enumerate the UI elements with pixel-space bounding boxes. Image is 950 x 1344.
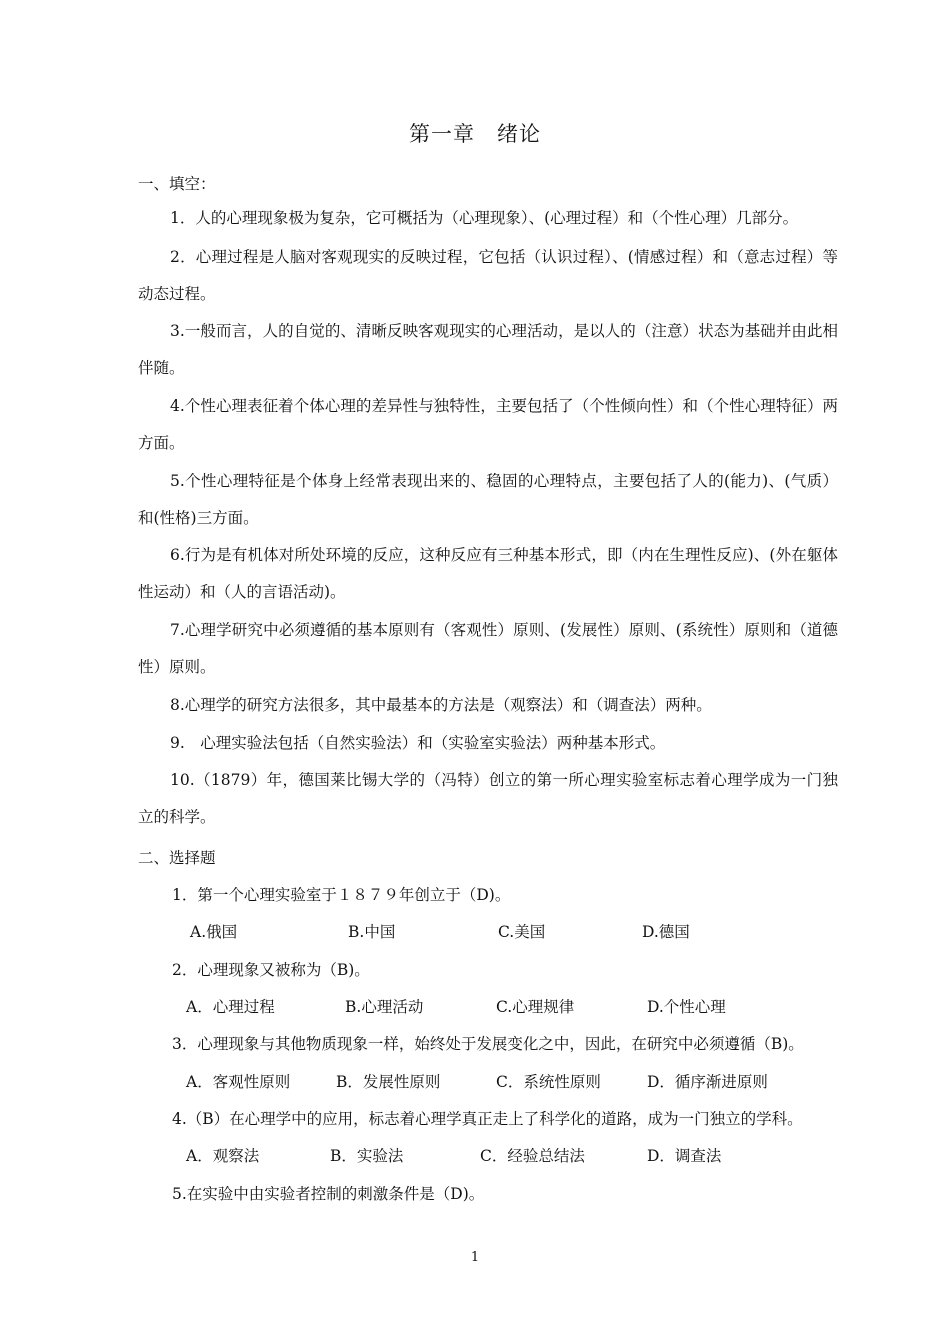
fill-item: 8.心理学的研究方法很多，其中最基本的方法是（观察法）和（调查法）两种。 bbox=[170, 696, 712, 714]
option: A．客观性原则 bbox=[186, 1073, 291, 1091]
option: D．调查法 bbox=[647, 1147, 722, 1165]
fill-item: 10.（1879）年，德国莱比锡大学的（冯特）创立的第一所心理实验室标志着心理学成为一门独立的科学。 bbox=[138, 771, 838, 826]
question: 1．第一个心理实验室于１８７９年创立于（D)。 bbox=[172, 886, 511, 904]
option: D.德国 bbox=[642, 923, 690, 941]
option: B.中国 bbox=[348, 923, 396, 941]
fill-item: 4.个性心理表征着个体心理的差异性与独特性，主要包括了（个性倾向性）和（个性心理特征）两方面。 bbox=[138, 397, 838, 452]
fill-item: 9. 心理实验法包括（自然实验法）和（实验室实验法）两种基本形式。 bbox=[170, 734, 666, 752]
fill-item: 3.一般而言，人的自觉的、清晰反映客观现实的心理活动，是以人的（注意）状态为基础并由此相伴随。 bbox=[138, 322, 838, 377]
section-heading-choice: 二、选择题 bbox=[138, 849, 216, 867]
option: D.个性心理 bbox=[647, 998, 726, 1016]
question: 2．心理现象又被称为（B)。 bbox=[172, 961, 370, 979]
question: 4.（B）在心理学中的应用，标志着心理学真正走上了科学化的道路，成为一门独立的学科。 bbox=[172, 1110, 803, 1128]
option: A．观察法 bbox=[186, 1147, 260, 1165]
option: B.心理活动 bbox=[345, 998, 424, 1016]
page-number: 1 bbox=[470, 1250, 480, 1265]
fill-item: 7.心理学研究中必须遵循的基本原则有（客观性）原则、(发展性）原则、(系统性）原则和（道德性）原则。 bbox=[138, 621, 838, 676]
fill-item: 1．人的心理现象极为复杂，它可概括为（心理现象）、(心理过程）和（个性心理）几部分。 bbox=[170, 209, 799, 227]
option: B．发展性原则 bbox=[336, 1073, 441, 1091]
option: C．经验总结法 bbox=[480, 1147, 585, 1165]
option: A．心理过程 bbox=[186, 998, 275, 1016]
fill-item: 2．心理过程是人脑对客观现实的反映过程，它包括（认识过程）、(情感过程）和（意志过程）等动态过程。 bbox=[138, 248, 838, 303]
fill-item: 5.个性心理特征是个体身上经常表现出来的、稳固的心理特点，主要包括了人的(能力)、(气质）和(性格)三方面。 bbox=[138, 472, 838, 527]
section-heading-fill-blank: 一、填空： bbox=[138, 175, 216, 193]
question: 5.在实验中由实验者控制的刺激条件是（D)。 bbox=[172, 1185, 485, 1203]
option: C．系统性原则 bbox=[496, 1073, 601, 1091]
option: B．实验法 bbox=[330, 1147, 404, 1165]
fill-item: 6.行为是有机体对所处环境的反应，这种反应有三种基本形式，即（内在生理性反应)、(外在躯体性运动）和（人的言语活动)。 bbox=[138, 546, 838, 601]
question: 3．心理现象与其他物质现象一样，始终处于发展变化之中，因此，在研究中必须遵循（B)。 bbox=[172, 1035, 804, 1053]
option: C.心理规律 bbox=[496, 998, 575, 1016]
option: C.美国 bbox=[498, 923, 546, 941]
option: A.俄国 bbox=[190, 923, 238, 941]
option: D．循序渐进原则 bbox=[647, 1073, 768, 1091]
chapter-title: 第一章 绪论 bbox=[409, 122, 541, 146]
